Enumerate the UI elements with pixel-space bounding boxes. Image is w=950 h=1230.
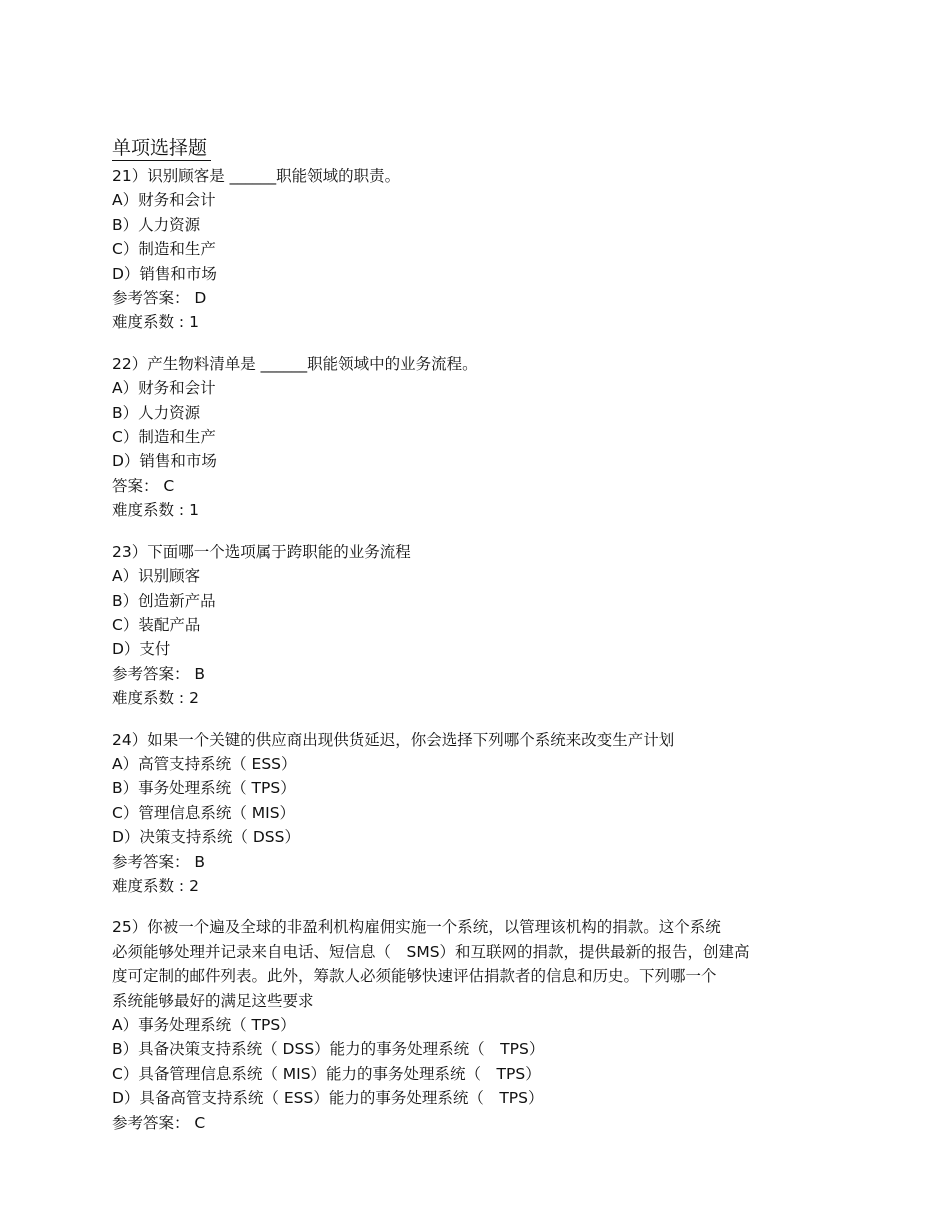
question-22 bbox=[112, 352, 827, 523]
option-c: C）制造和生产 bbox=[112, 240, 216, 259]
question-stem-line-2: 必须能够处理并记录来自电话、短信息（ SMS）和互联网的捐款，提供最新的报告，创建高 bbox=[112, 942, 750, 961]
option-b: B）具备决策支持系统（ DSS）能力的事务处理系统（ TPS） bbox=[112, 1040, 545, 1059]
question-stem: 22）产生物料清单是 ______职能领域中的业务流程。 bbox=[112, 354, 478, 373]
option-d: D）销售和市场 bbox=[112, 264, 217, 283]
option-d: D）销售和市场 bbox=[112, 452, 217, 471]
question-stem: 24）如果一个关键的供应商出现供货延迟，你会选择下列哪个系统来改变生产计划 bbox=[112, 730, 675, 749]
option-c: C）装配产品 bbox=[112, 615, 201, 634]
question-stem: 23）下面哪一个选项属于跨职能的业务流程 bbox=[112, 542, 411, 561]
option-a: A）识别顾客 bbox=[112, 567, 201, 586]
option-b: B）人力资源 bbox=[112, 403, 201, 422]
question-stem-line-1: 25）你被一个遍及全球的非盈利机构雇佣实施一个系统，以管理该机构的捐款。这个系统 bbox=[112, 918, 721, 937]
option-c: C）制造和生产 bbox=[112, 428, 216, 447]
option-a: A）高管支持系统（ ESS） bbox=[112, 754, 297, 773]
answer: 答案： C bbox=[112, 476, 175, 495]
question-stem-line-4: 系统能够最好的满足这些要求 bbox=[112, 991, 314, 1010]
question-stem-line-3: 度可定制的邮件列表。此外，筹款人必须能够快速评估捐款者的信息和历史。下列哪一个 bbox=[112, 967, 717, 986]
difficulty: 难度系数 : 1 bbox=[112, 501, 199, 520]
question-stem: 21）识别顾客是 ______职能领域的职责。 bbox=[112, 167, 401, 185]
option-a: A）财务和会计 bbox=[112, 191, 216, 210]
section-title: 单项选择题 bbox=[112, 136, 211, 161]
answer: 参考答案： B bbox=[112, 852, 206, 871]
difficulty: 难度系数 : 2 bbox=[112, 876, 199, 895]
option-b: B）人力资源 bbox=[112, 215, 201, 234]
option-d: D）支付 bbox=[112, 640, 171, 659]
question-list bbox=[112, 164, 827, 1152]
question-24 bbox=[112, 728, 827, 899]
answer: 参考答案： D bbox=[112, 289, 207, 308]
option-b: B）创造新产品 bbox=[112, 591, 216, 610]
option-d: D）具备高管支持系统（ ESS）能力的事务处理系统（ TPS） bbox=[112, 1089, 544, 1108]
question-25 bbox=[112, 915, 827, 1135]
question-23 bbox=[112, 540, 827, 711]
answer: 参考答案： B bbox=[112, 664, 206, 683]
option-b: B）事务处理系统（ TPS） bbox=[112, 779, 296, 798]
difficulty: 难度系数 : 1 bbox=[112, 313, 199, 332]
option-c: C）管理信息系统（ MIS） bbox=[112, 803, 296, 822]
option-a: A）事务处理系统（ TPS） bbox=[112, 1016, 296, 1034]
question-21 bbox=[112, 164, 827, 335]
answer: 参考答案： C bbox=[112, 1113, 206, 1132]
option-d: D）决策支持系统（ DSS） bbox=[112, 828, 300, 847]
difficulty: 难度系数 : 2 bbox=[112, 689, 199, 708]
option-a: A）财务和会计 bbox=[112, 379, 216, 398]
option-c: C）具备管理信息系统（ MIS）能力的事务处理系统（ TPS） bbox=[112, 1064, 541, 1083]
